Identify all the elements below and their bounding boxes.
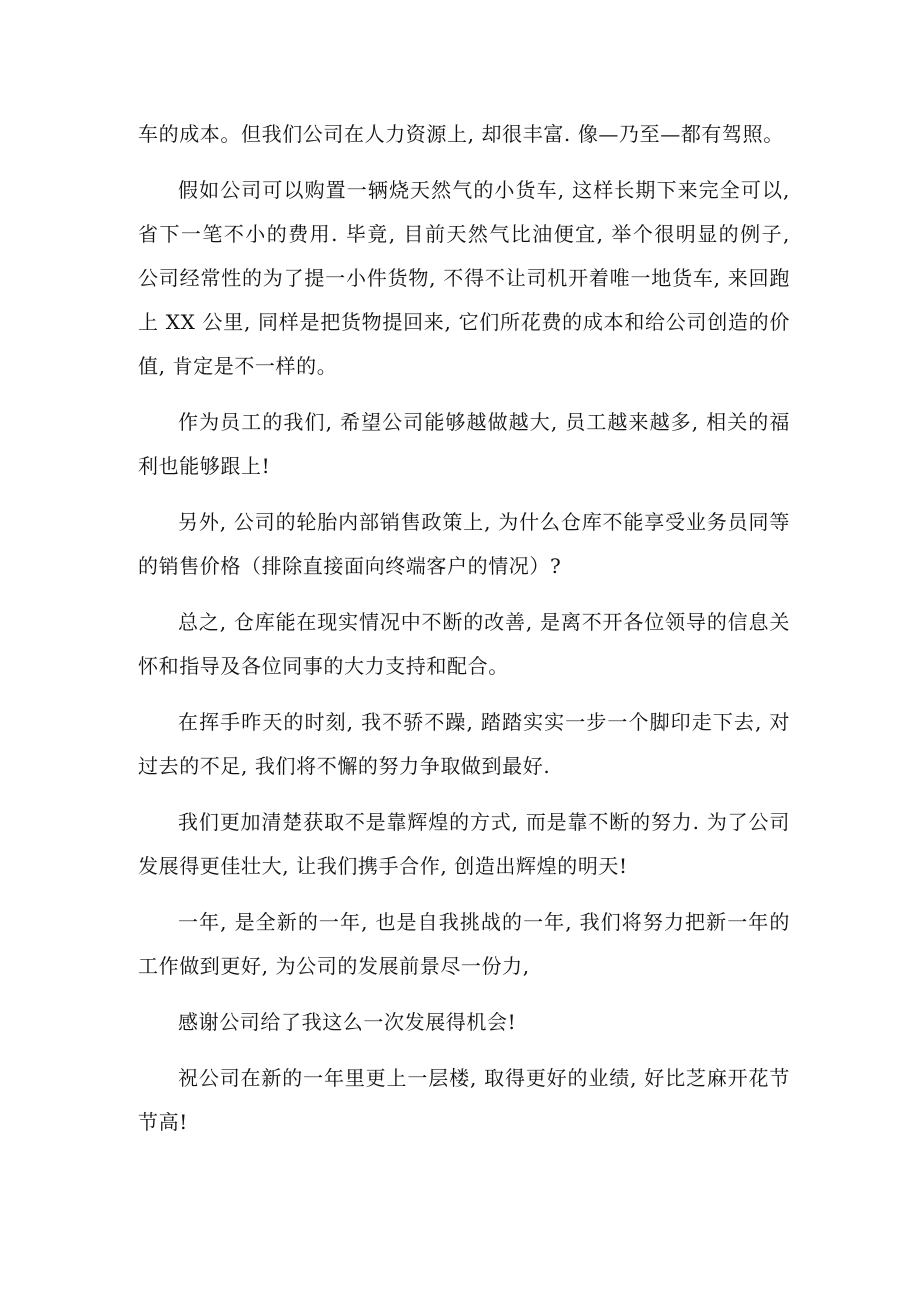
paragraph-6: 在挥手昨天的时刻, 我不骄不躁, 踏踏实实一步一个脚印走下去, 对过去的不足, 我们将不懈的努力争取做到最好.	[138, 710, 790, 778]
document-body	[138, 112, 790, 1156]
paragraph-7: 我们更加清楚获取不是靠辉煌的方式, 而是靠不断的努力. 为了公司发展得更佳壮大, 让我们携手合作, 创造出辉煌的明天!	[138, 810, 790, 878]
paragraph-2: 假如公司可以购置一辆烧天然气的小货车, 这样长期下来完全可以, 省下一笔不小的费用. 毕竟, 目前天然气比油便宜, 举个很明显的例子, 公司经常性的为了提一小件货物, 不得不让司机开着唯一地货车, 来回跑上 XX 公里, 同样是把货物提回来, 它们所花费的成本和给公司创造的价值, 肯定是不一样的。	[138, 178, 790, 378]
paragraph-4: 另外, 公司的轮胎内部销售政策上, 为什么仓库不能享受业务员同等的销售价格（排除直接面向终端客户的情况）?	[138, 510, 790, 578]
paragraph-8: 一年, 是全新的一年, 也是自我挑战的一年, 我们将努力把新一年的工作做到更好, 为公司的发展前景尽一份力,	[138, 910, 790, 978]
paragraph-3: 作为员工的我们, 希望公司能够越做越大, 员工越来越多, 相关的福利也能够跟上!	[138, 410, 790, 478]
paragraph-10: 祝公司在新的一年里更上一层楼, 取得更好的业绩, 好比芝麻开花节节高!	[138, 1066, 790, 1134]
paragraph-5: 总之, 仓库能在现实情况中不断的改善, 是离不开各位领导的信息关怀和指导及各位同事的大力支持和配合。	[138, 610, 790, 678]
paragraph-9: 感谢公司给了我这么一次发展得机会!	[178, 1010, 517, 1034]
paragraph-1: 车的成本。但我们公司在人力资源上, 却很丰富. 像—乃至—都有驾照。	[138, 122, 784, 146]
